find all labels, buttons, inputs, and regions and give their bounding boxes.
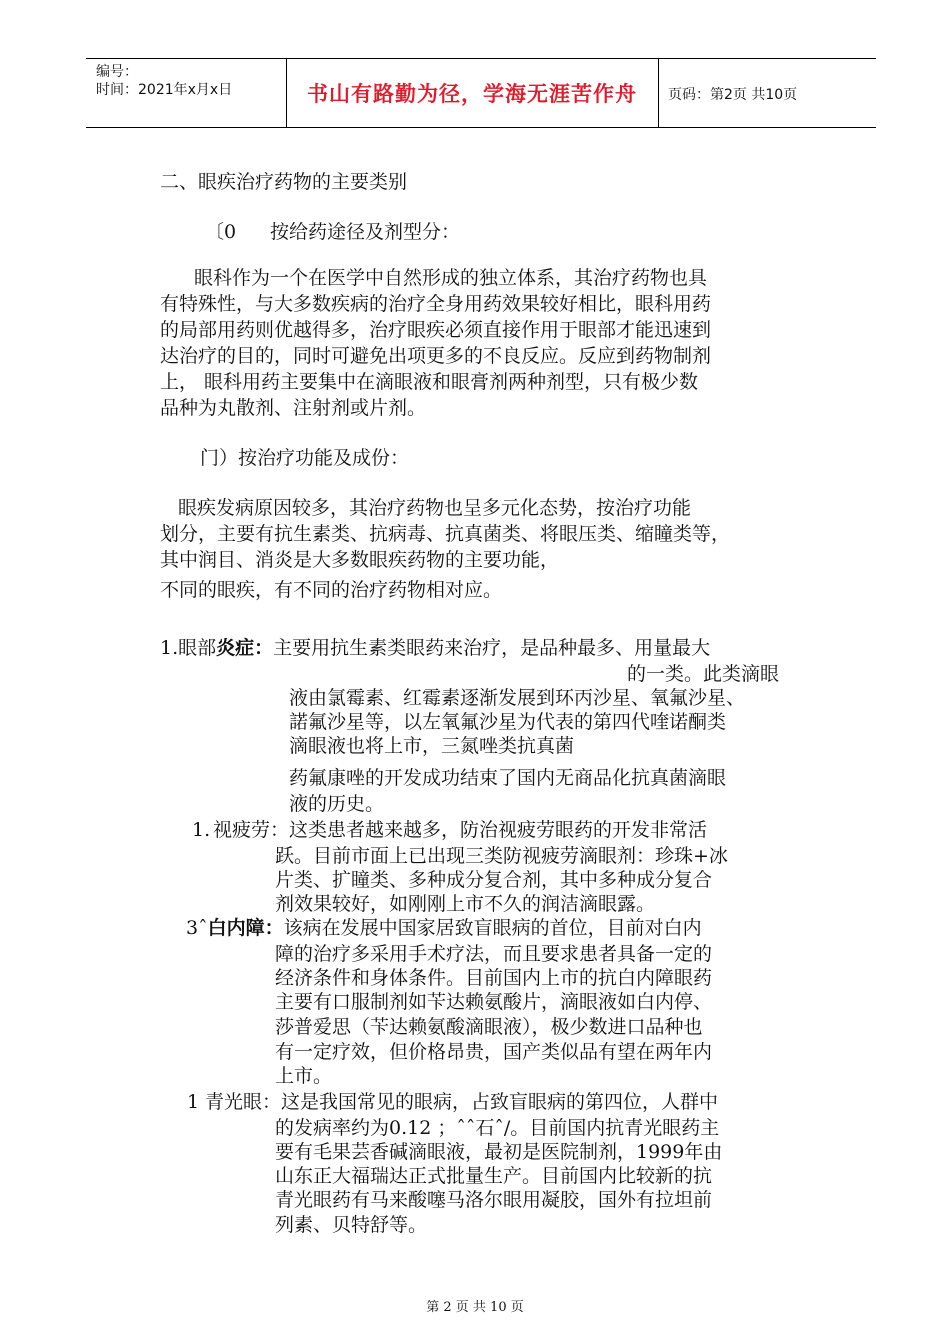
item4-line: 青光眼药有马来酸噻马洛尔眼用凝胶，国外有拉坦前	[275, 1189, 713, 1211]
para2-line: 其中润目、消炎是大多数眼疾药物的主要功能，	[160, 549, 560, 571]
item4-line: 山东正大福瑞达正式批量生产。目前国内比较新的抗	[275, 1165, 713, 1187]
para1-line: 的局部用药则优越得多，治疗眼疾必须直接作用于眼部才能迅速到	[160, 319, 712, 341]
section-title: 二、眼疾治疗药物的主要类别	[160, 171, 408, 193]
item3-line: 经济条件和身体条件。目前国内上市的抗白内障眼药	[275, 967, 713, 989]
para2-line: 不同的眼疾，有不同的治疗药物相对应。	[160, 579, 503, 601]
item3-text: 该病在发展中国家居致盲眼病的首位，目前对白内	[283, 917, 702, 939]
para1-line: 品种为丸散剂、注射剂或片剂。	[160, 397, 427, 419]
item3-first-line	[186, 916, 702, 940]
item2-line: 跃。目前市面上已出现三类防视疲劳滴眼剂：珍珠+冰	[275, 845, 728, 867]
para2-line: 划分，主要有抗生素类、抗病毒、抗真菌类、将眼压类、缩瞳类等，	[160, 523, 731, 545]
sub2-title: 门）按治疗功能及成份：	[200, 447, 410, 469]
time-label: 时间：2021年x月x日	[96, 82, 233, 98]
item1-line: 滴眼液也将上市，三氮唑类抗真菌	[289, 735, 575, 757]
page-header	[86, 58, 876, 128]
item4-line: 的发病率约为0.12 ；ˆˆ石ˆ/。目前国内抗青光眼药主	[275, 1117, 720, 1139]
item2-line: 视疲劳：这类患者越来越多，防治视疲劳眼药的开发非常活	[213, 819, 708, 841]
item1-line: 諾氟沙星等，以左氧氟沙星为代表的第四代喹诺酮类	[289, 711, 727, 733]
header-meta	[96, 63, 232, 99]
item3-line: 主要有口服制剂如苄达赖氨酸片，滴眼液如白内停、	[275, 991, 713, 1013]
item1-text: 主要用抗生素类眼药来治疗，是品种最多、用量最大	[273, 637, 711, 659]
item1-line: 液的历史。	[289, 793, 385, 815]
item3-line: 上市。	[275, 1065, 333, 1087]
item1-first-line	[160, 636, 710, 660]
page-footer: 第 2 页 共 10 页	[426, 1300, 524, 1315]
sub1-title: 按给药途径及剂型分：	[270, 221, 461, 243]
item1-label: 眼部	[178, 637, 217, 659]
item1-line: 液由氯霉素、红霉素逐渐发展到环丙沙星、氧氟沙星、	[289, 687, 746, 709]
para1-line: 眼科作为一个在医学中自然形成的独立体系，其治疗药物也具	[194, 267, 708, 289]
item3-line: 有一定疗效，但价格昂贵，国产类似品有望在两年内	[275, 1041, 713, 1063]
item4-line: 要有毛果芸香碱滴眼液，最初是医院制剂，1999年由	[275, 1141, 723, 1163]
item3-line: 莎普爱思（苄达赖氨酸滴眼液），极少数进口品种也	[275, 1016, 703, 1038]
header-motto: 书山有路勤为径，学海无涯苦作舟	[307, 82, 637, 106]
item2-line: 片类、扩瞳类、多种成分复合剂，其中多种成分复合	[275, 869, 713, 891]
item2-line: 剂效果较好，如刚刚上市不久的润洁滴眼露。	[275, 893, 656, 915]
number-label: 编号：	[96, 64, 138, 80]
item4-line: 青光眼：这是我国常见的眼病，占致盲眼病的第四位，人群中	[205, 1091, 719, 1113]
header-divider	[658, 59, 659, 127]
sub1-number: 〔0	[205, 221, 237, 243]
item3-label: 白内障：	[207, 917, 284, 939]
item3-line: 障的治疗多采用手术疗法，而且要求患者具备一定的	[275, 943, 713, 965]
item2-number: 1.	[192, 819, 211, 841]
header-page-info: 页码：第2页 共10页	[668, 87, 798, 103]
item1-label-bold: 炎症：	[216, 637, 274, 659]
item4-number: 1	[187, 1091, 200, 1113]
item4-line: 列素、贝特舒等。	[275, 1214, 428, 1236]
item1-number: 1.	[160, 637, 179, 659]
item1-line: 的一类。此类滴眼	[627, 663, 780, 685]
item1-line: 药氟康唑的开发成功结束了国内无商品化抗真菌滴眼	[289, 767, 727, 789]
para2-line: 眼疾发病原因较多，其治疗药物也呈多元化态势，按治疗功能	[178, 497, 692, 519]
para1-line: 上， 眼科用药主要集中在滴眼液和眼膏剂两种剂型，只有极少数	[160, 371, 699, 393]
item3-number: 3ˆ	[186, 917, 208, 939]
para1-line: 达治疗的目的，同时可避免出项更多的不良反应。反应到药物制剂	[160, 345, 712, 367]
para1-line: 有特殊性，与大多数疾病的治疗全身用药效果较好相比，眼科用药	[160, 293, 712, 315]
